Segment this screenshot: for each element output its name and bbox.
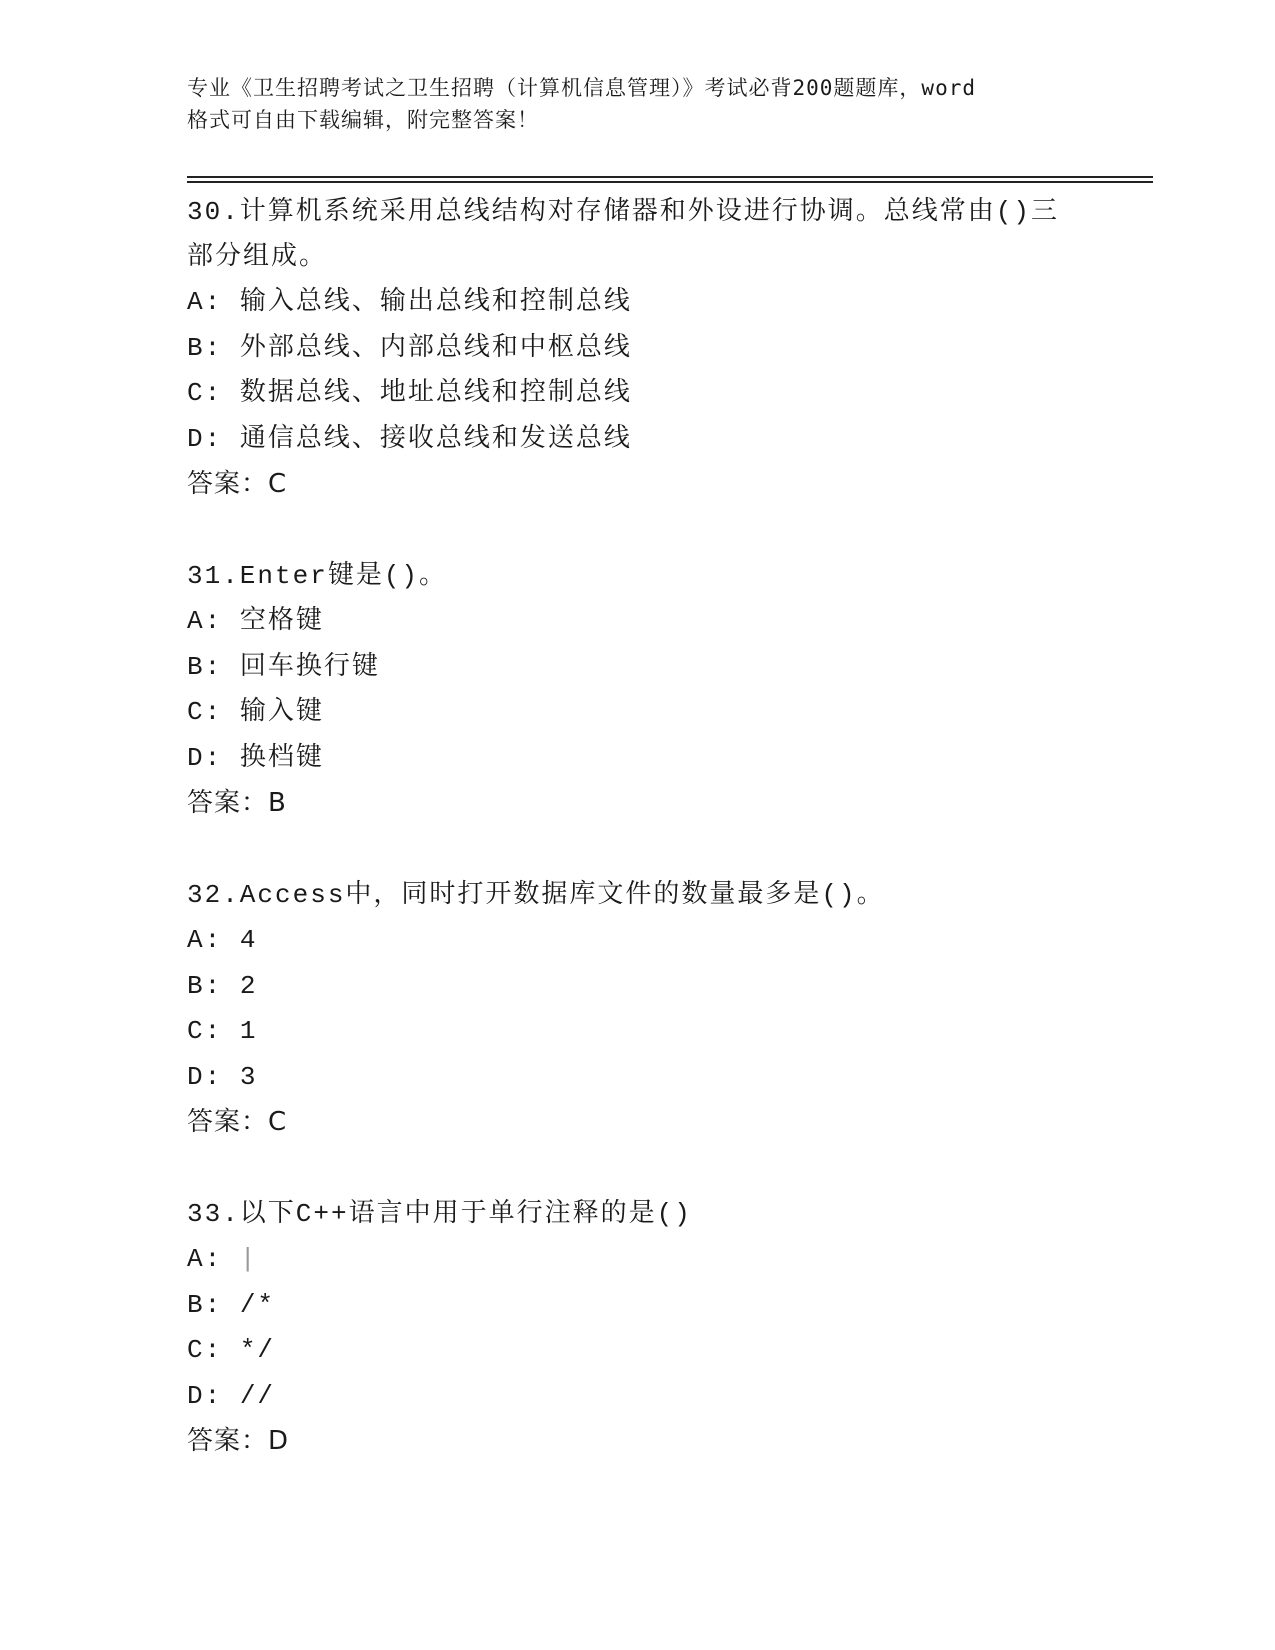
option-letter: A: — [187, 925, 223, 955]
question-stem: 部分组成。 — [187, 242, 328, 272]
header-line-1: 专业《卫生招聘考试之卫生招聘（计算机信息管理）》考试必背200题题库，word — [187, 76, 976, 100]
option-a — [187, 918, 1087, 964]
option-d — [187, 1374, 1087, 1420]
option-text: 外部总线、内部总线和中枢总线 — [222, 332, 632, 363]
option-letter: A: — [187, 606, 223, 636]
option-d — [187, 736, 1087, 782]
answer-label: 答案：C — [187, 1107, 288, 1137]
header-divider-bottom — [187, 181, 1153, 183]
option-a — [187, 599, 1087, 645]
option-c — [187, 690, 1087, 736]
question-stem: 33.以下C++语言中用于单行注释的是() — [187, 1199, 692, 1229]
option-letter: B: — [187, 1289, 223, 1320]
option-a — [187, 1237, 1087, 1283]
option-b — [187, 645, 1087, 691]
answer-label: 答案：D — [187, 1426, 290, 1456]
option-text: 输入总线、输出总线和控制总线 — [222, 287, 632, 317]
option-text: */ — [222, 1335, 276, 1365]
answer-label: 答案：B — [187, 788, 287, 818]
option-text: 输入键 — [222, 697, 324, 727]
option-letter: C: — [187, 1016, 223, 1046]
question-30 — [187, 190, 1087, 507]
option-letter: A: — [187, 287, 223, 317]
option-text: // — [222, 1380, 276, 1411]
option-text: 数据总线、地址总线和控制总线 — [222, 378, 632, 408]
answer-label: 答案：C — [187, 469, 288, 499]
option-letter: B: — [187, 651, 223, 682]
option-text: | — [222, 1244, 258, 1274]
option-letter: D: — [187, 1061, 223, 1092]
option-a — [187, 280, 1087, 326]
option-letter: C: — [187, 697, 223, 727]
option-d — [187, 1055, 1087, 1101]
option-text: 3 — [222, 1061, 258, 1092]
option-text: 回车换行键 — [222, 651, 380, 682]
header-divider-top — [187, 176, 1153, 178]
question-list — [187, 190, 1087, 1511]
option-c — [187, 371, 1087, 417]
option-c — [187, 1009, 1087, 1055]
option-text: 通信总线、接收总线和发送总线 — [222, 423, 632, 454]
option-text: /* — [222, 1289, 276, 1320]
option-letter: D: — [187, 742, 223, 773]
option-letter: C: — [187, 378, 223, 408]
option-letter: B: — [187, 970, 223, 1001]
document-header — [187, 72, 1087, 136]
question-stem: 30.计算机系统采用总线结构对存储器和外设进行协调。总线常由()三 — [187, 197, 1060, 227]
option-b — [187, 1283, 1087, 1329]
header-line-2: 格式可自由下载编辑，附完整答案！ — [187, 108, 539, 132]
option-b — [187, 964, 1087, 1010]
question-33 — [187, 1192, 1087, 1464]
question-stem: 32.Access中，同时打开数据库文件的数量最多是()。 — [187, 880, 885, 910]
option-text: 空格键 — [222, 606, 324, 636]
question-31 — [187, 554, 1087, 826]
option-c — [187, 1328, 1087, 1374]
option-letter: C: — [187, 1335, 223, 1365]
option-text: 2 — [222, 970, 258, 1001]
question-stem: 31.Enter键是()。 — [187, 561, 448, 591]
option-letter: A: — [187, 1244, 223, 1274]
option-letter: D: — [187, 423, 223, 454]
option-text: 4 — [222, 925, 258, 955]
option-letter: D: — [187, 1380, 223, 1411]
option-b — [187, 326, 1087, 372]
option-text: 换档键 — [222, 742, 324, 773]
question-32 — [187, 873, 1087, 1145]
option-d — [187, 417, 1087, 463]
option-letter: B: — [187, 332, 223, 363]
option-text: 1 — [222, 1016, 258, 1046]
